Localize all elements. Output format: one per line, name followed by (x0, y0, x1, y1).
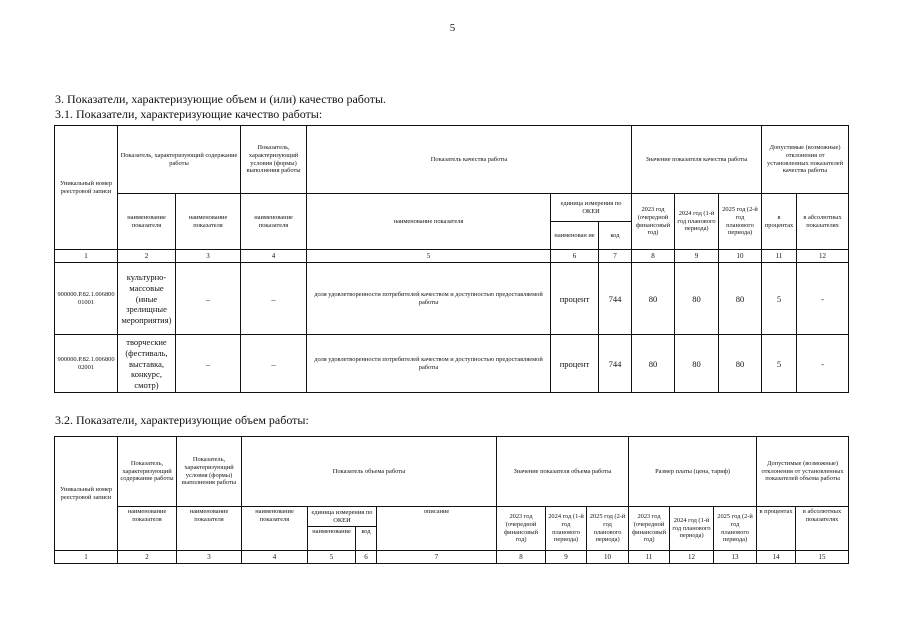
column-number: 15 (796, 551, 849, 564)
year-2023-header: 2023 год (очередной финансовый год) (497, 507, 546, 551)
value-2023: 80 (632, 335, 675, 393)
column-number: 7 (599, 250, 632, 263)
fee-2023-header: 2023 год (очередной финансовый год) (629, 507, 670, 551)
indicator-name-header: наименование показателя (241, 194, 307, 250)
column-number: 4 (241, 250, 307, 263)
volume-heading: 3.2. Показатели, характеризующие объем работы: (55, 413, 309, 427)
indicator-name-header: наименование показателя (177, 507, 242, 551)
unit-name: процент (551, 263, 599, 335)
okei-code-header: код (599, 222, 632, 250)
year-2024-header: 2024 год (1-й год планового периода) (546, 507, 587, 551)
deviation-percent: 5 (762, 263, 797, 335)
percent-header: в процентах (757, 507, 796, 551)
volume-indicator-header: Показатель объема работы (242, 437, 497, 507)
quality-value-header: Значение показателя качества работы (632, 126, 762, 194)
column-number: 7 (377, 551, 497, 564)
section-heading: 3. Показатели, характеризующие объем и (или) качество работы. (55, 92, 387, 106)
column-number: 13 (714, 551, 757, 564)
table-row (55, 335, 849, 393)
column-number: 10 (587, 551, 629, 564)
value-2024: 80 (675, 335, 719, 393)
unit-code: 744 (599, 263, 632, 335)
fee-2024-header: 2024 год (1-й год планового периода) (670, 507, 714, 551)
empty-value: – (241, 335, 307, 393)
column-number: 1 (55, 551, 118, 564)
okei-name-header: наименование (308, 527, 356, 551)
deviation-absolute: - (797, 335, 849, 393)
year-2025-header: 2025 год (2-й год планового периода) (587, 507, 629, 551)
year-2025-header: 2025 год (2-й год планового периода) (719, 194, 762, 250)
column-number: 3 (177, 551, 242, 564)
quality-indicator-header: Показатель качества работы (307, 126, 632, 194)
content-header: Показатель, характеризующий содержание работы (118, 126, 241, 194)
value-2025: 80 (719, 263, 762, 335)
indicator-name-header: наименование показателя (242, 507, 308, 551)
fee-header: Размер платы (цена, тариф) (629, 437, 757, 507)
absolute-header: в абсолютных показателях (797, 194, 849, 250)
content-header: Показатель, характеризующий содержание работы (118, 437, 177, 507)
indicator-name: доля удовлетворенности потребителей качеством и доступностью предоставляемой работы (307, 263, 551, 335)
registry-header: Уникальный номер реестровой записи (55, 437, 118, 551)
description-header: описание (377, 507, 497, 551)
registry-number: 900000.Р.82.1.00680001001 (55, 263, 118, 335)
year-2023-header: 2023 год (очередной финансовый год) (632, 194, 675, 250)
indicator-name-header: наименование показателя (118, 507, 177, 551)
column-number: 12 (670, 551, 714, 564)
column-number: 3 (176, 250, 241, 263)
column-number: 11 (762, 250, 797, 263)
column-number: 9 (546, 551, 587, 564)
column-number: 8 (497, 551, 546, 564)
work-content: культурно-массовые (иные зрелищные мероприятия) (118, 263, 176, 335)
okei-code-header: код (356, 527, 377, 551)
year-2024-header: 2024 год (1-й год планового периода) (675, 194, 719, 250)
unit-name: процент (551, 335, 599, 393)
deviation-header: Допустимые (возможные) отклонения от установленных показателей качества работы (762, 126, 849, 194)
column-number: 6 (356, 551, 377, 564)
conditions-header: Показатель, характеризующий условия (формы) выполнения работы (241, 126, 307, 194)
percent-header: в процентах (762, 194, 797, 250)
conditions-header: Показатель, характеризующий условия (формы) выполнения работы (177, 437, 242, 507)
empty-value: – (176, 335, 241, 393)
volume-table (54, 436, 849, 564)
page-number: 5 (449, 22, 456, 34)
column-number: 12 (797, 250, 849, 263)
column-number: 5 (308, 551, 356, 564)
indicator-name-header: наименование показателя (307, 194, 551, 250)
indicator-name-header: наименование показателя (176, 194, 241, 250)
column-number: 1 (55, 250, 118, 263)
absolute-header: в абсолютных показателях (796, 507, 849, 551)
column-number: 6 (551, 250, 599, 263)
column-number: 11 (629, 551, 670, 564)
indicator-name-header: наименование показателя (118, 194, 176, 250)
deviation-percent: 5 (762, 335, 797, 393)
quality-heading: 3.1. Показатели, характеризующие качество работы: (55, 107, 323, 121)
value-2025: 80 (719, 335, 762, 393)
column-number: 2 (118, 551, 177, 564)
unit-code: 744 (599, 335, 632, 393)
volume-value-header: Значение показателя объема работы (497, 437, 629, 507)
okei-unit-header: единица измерения по ОКЕИ (551, 194, 632, 222)
empty-value: – (176, 263, 241, 335)
work-content: творческие (фестиваль, выставка, конкурс, смотр) (118, 335, 176, 393)
column-number: 9 (675, 250, 719, 263)
column-number: 14 (757, 551, 796, 564)
column-number: 4 (242, 551, 308, 564)
table-row (55, 263, 849, 335)
empty-value: – (241, 263, 307, 335)
column-number: 8 (632, 250, 675, 263)
deviation-header: Допустимые (возможные) отклонения от установленных показателей объема работы (757, 437, 849, 507)
registry-header: Уникальный номер реестровой записи (55, 126, 118, 250)
column-number: 10 (719, 250, 762, 263)
okei-unit-header: единица измерения по ОКЕИ (308, 507, 377, 527)
registry-number: 900000.Р.82.1.00680002001 (55, 335, 118, 393)
column-number: 2 (118, 250, 176, 263)
quality-table (54, 125, 849, 393)
fee-2025-header: 2025 год (2-й год планового периода) (714, 507, 757, 551)
indicator-name: доля удовлетворенности потребителей качеством и доступностью предоставляемой работы (307, 335, 551, 393)
deviation-absolute: - (797, 263, 849, 335)
column-number: 5 (307, 250, 551, 263)
value-2024: 80 (675, 263, 719, 335)
okei-name-header: наименован ие (551, 222, 599, 250)
value-2023: 80 (632, 263, 675, 335)
